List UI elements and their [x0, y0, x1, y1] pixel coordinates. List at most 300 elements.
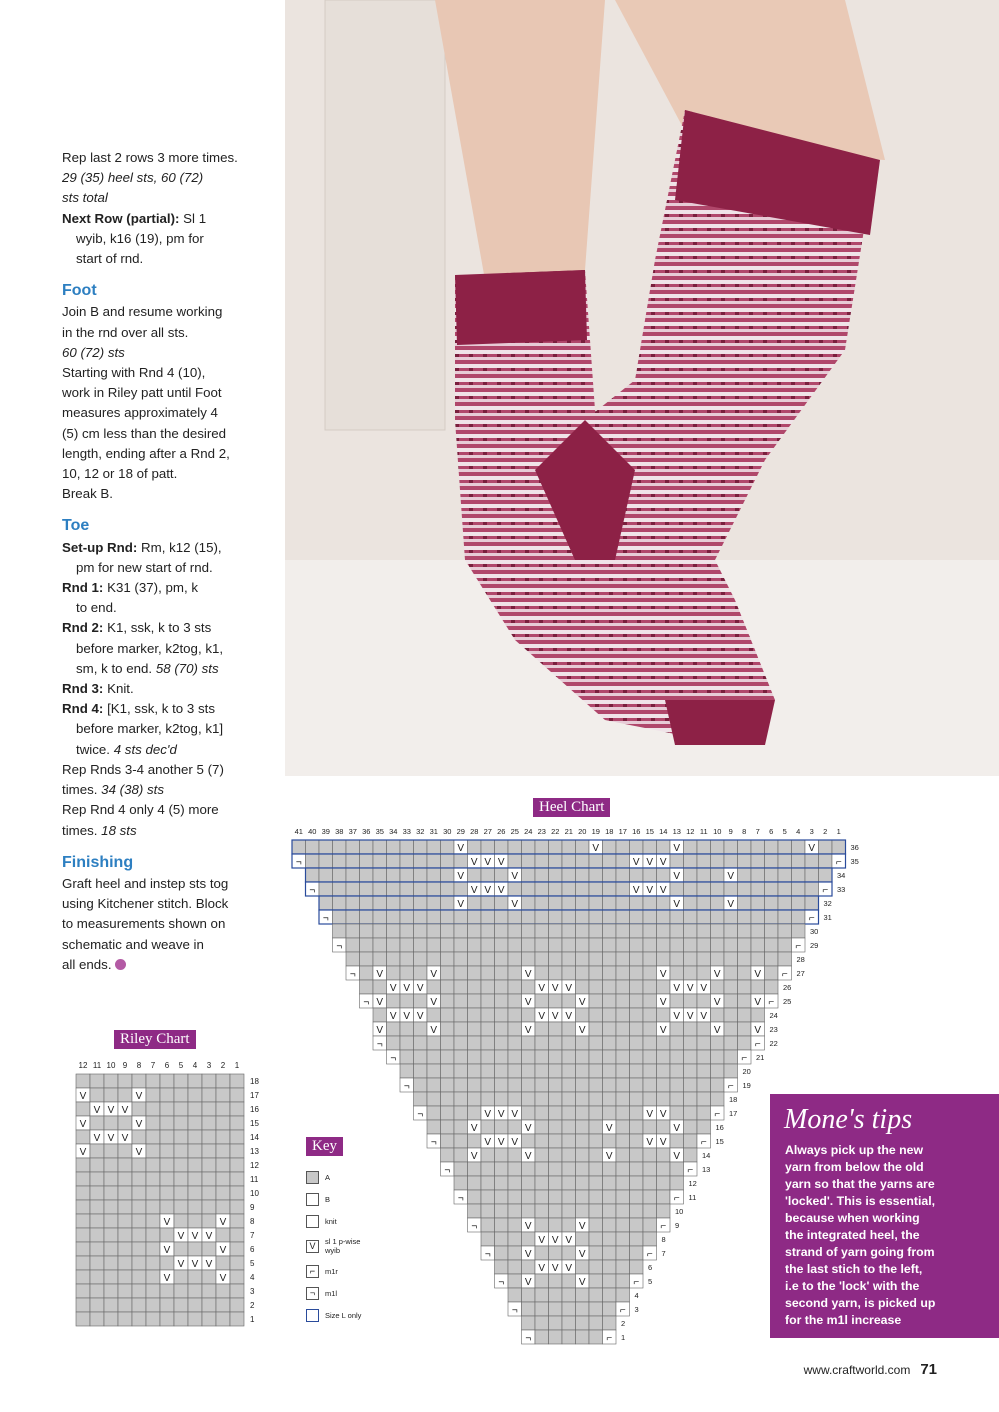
heel-cell: [657, 1148, 671, 1162]
heel-row-label: 18: [729, 1095, 738, 1104]
heel-cell: [549, 1036, 563, 1050]
heel-cell: [616, 1204, 630, 1218]
heel-cell: [751, 840, 765, 854]
riley-cell: [202, 1312, 216, 1326]
heel-cell: [508, 1232, 522, 1246]
riley-cell: [188, 1102, 202, 1116]
heel-row-label: 11: [688, 1193, 697, 1202]
riley-cell: [146, 1298, 160, 1312]
heel-column-label: 10: [713, 827, 722, 836]
heel-cell: [387, 924, 401, 938]
heel-cell: [495, 896, 509, 910]
heel-cell: [792, 924, 806, 938]
heel-cell: [441, 994, 455, 1008]
heel-cell: [643, 840, 657, 854]
slip-stitch-mark: V: [403, 1011, 411, 1022]
slip-stitch-mark: V: [79, 1147, 87, 1158]
heel-cell: [535, 1050, 549, 1064]
riley-cell: [174, 1088, 188, 1102]
chart-key: [306, 1137, 396, 1326]
heel-cell: [630, 966, 644, 980]
riley-row-label: 6: [250, 1245, 255, 1254]
heel-cell: [427, 980, 441, 994]
riley-cell: [132, 1186, 146, 1200]
heel-cell: [657, 938, 671, 952]
heel-cell: [576, 980, 590, 994]
heel-cell: [414, 1050, 428, 1064]
heel-cell: [522, 924, 536, 938]
heel-cell: [333, 896, 347, 910]
heel-cell: [616, 994, 630, 1008]
heel-cell: [535, 938, 549, 952]
heel-cell: [589, 1246, 603, 1260]
heel-cell: [765, 896, 779, 910]
heel-cell: [333, 924, 347, 938]
heel-cell: [738, 1022, 752, 1036]
riley-cell: [76, 1102, 90, 1116]
heel-cell: [454, 1134, 468, 1148]
heel-cell: [630, 1050, 644, 1064]
riley-cell: [230, 1298, 244, 1312]
riley-cell: [174, 1200, 188, 1214]
heel-cell: [468, 1008, 482, 1022]
heel-cell: [306, 840, 320, 854]
heel-cell: [643, 994, 657, 1008]
heel-cell: [495, 994, 509, 1008]
riley-cell: [76, 1130, 90, 1144]
heel-cell: [535, 1330, 549, 1344]
heel-cell: [508, 966, 522, 980]
riley-cell: [76, 1242, 90, 1256]
riley-cell: [230, 1270, 244, 1284]
heel-cell: [549, 1302, 563, 1316]
heel-cell: [805, 854, 819, 868]
heel-cell: [508, 1148, 522, 1162]
heel-cell: [738, 924, 752, 938]
heel-cell: [778, 924, 792, 938]
heel-cell: [535, 1218, 549, 1232]
heel-cell: [468, 1162, 482, 1176]
key-item-a: A: [306, 1166, 396, 1188]
riley-cell: [230, 1186, 244, 1200]
riley-cell: [188, 1158, 202, 1172]
slip-stitch-mark: V: [121, 1105, 129, 1116]
m1l-icon: ¬: [306, 1287, 319, 1300]
heel-cell: [576, 840, 590, 854]
heel-cell: [508, 1120, 522, 1134]
slip-stitch-mark: V: [416, 983, 424, 994]
heel-cell: [616, 1092, 630, 1106]
heel-cell: [535, 1274, 549, 1288]
heel-cell: [724, 966, 738, 980]
heel-cell: [630, 1134, 644, 1148]
heel-cell: [441, 854, 455, 868]
heel-cell: [711, 910, 725, 924]
heel-cell: [468, 1050, 482, 1064]
heel-cell: [360, 980, 374, 994]
m1l-mark: ¬: [417, 1109, 424, 1120]
riley-row-label: 10: [250, 1189, 259, 1198]
heel-cell: [805, 882, 819, 896]
heel-cell: [508, 1078, 522, 1092]
slip-stitch-mark: V: [673, 1123, 681, 1134]
heel-cell: [535, 1176, 549, 1190]
heel-cell: [468, 1092, 482, 1106]
heel-cell: [373, 952, 387, 966]
heel-cell: [522, 1288, 536, 1302]
heel-cell: [616, 840, 630, 854]
heel-cell: [454, 910, 468, 924]
riley-cell: [202, 1172, 216, 1186]
heel-cell: [454, 1106, 468, 1120]
heel-cell: [589, 1316, 603, 1330]
foot-line: 60 (72) sts: [62, 344, 125, 360]
heel-cell: [576, 854, 590, 868]
heel-cell: [616, 938, 630, 952]
heel-cell: [535, 1106, 549, 1120]
heel-cell: [495, 966, 509, 980]
next-row-cont-2: start of rnd.: [76, 251, 144, 267]
heel-cell: [346, 840, 360, 854]
slip-stitch-mark: V: [673, 983, 681, 994]
heel-cell: [522, 1134, 536, 1148]
heel-cell: [684, 994, 698, 1008]
riley-column-label: 11: [92, 1061, 102, 1070]
riley-cell: [132, 1270, 146, 1284]
heel-cell: [495, 1204, 509, 1218]
heel-cell: [630, 1036, 644, 1050]
slip-stitch-mark: V: [632, 885, 640, 896]
heel-cell: [441, 1134, 455, 1148]
heel-cell: [711, 868, 725, 882]
finishing-heading: Finishing: [62, 853, 134, 871]
heel-cell: [468, 1204, 482, 1218]
riley-cell: [76, 1186, 90, 1200]
riley-row-label: 3: [250, 1287, 255, 1296]
heel-cell: [495, 1036, 509, 1050]
heel-cell: [778, 882, 792, 896]
toe-rnd4-cont: before marker, k2tog, k1]: [76, 721, 224, 737]
finishing-line: Graft heel and instep sts tog: [62, 875, 229, 891]
heel-cell: [603, 854, 617, 868]
heel-cell: [616, 868, 630, 882]
riley-cell: [160, 1158, 174, 1172]
heel-cell: [400, 1064, 414, 1078]
heel-cell: [495, 1162, 509, 1176]
heel-cell: [589, 966, 603, 980]
heel-cell: [724, 882, 738, 896]
heel-cell: [792, 882, 806, 896]
heel-cell: [549, 1106, 563, 1120]
heel-cell: [616, 1246, 630, 1260]
riley-cell: [202, 1214, 216, 1228]
finishing-line: to measurements shown on: [62, 916, 226, 932]
riley-cell: [118, 1088, 132, 1102]
heel-cell: [576, 1036, 590, 1050]
heel-cell: [657, 1036, 671, 1050]
riley-cell: [90, 1228, 104, 1242]
tips-line: Always pick up the new: [785, 1143, 924, 1157]
heel-row-label: 35: [850, 857, 859, 866]
heel-cell: [373, 882, 387, 896]
riley-cell: [160, 1312, 174, 1326]
heel-cell: [454, 1148, 468, 1162]
slip-stitch-mark: V: [673, 1011, 681, 1022]
heel-cell: [454, 1022, 468, 1036]
heel-cell: [481, 840, 495, 854]
heel-cell: [630, 1218, 644, 1232]
heel-cell: [562, 1302, 576, 1316]
heel-cell: [522, 896, 536, 910]
slip-stitch-mark: V: [135, 1119, 143, 1130]
m1r-mark: ⌐: [646, 1249, 653, 1260]
heel-cell: [306, 868, 320, 882]
heel-cell: [414, 910, 428, 924]
heel-cell: [616, 1078, 630, 1092]
heel-cell: [522, 980, 536, 994]
foot-line: work in Riley patt until Foot: [62, 385, 222, 401]
heel-cell: [549, 938, 563, 952]
heel-cell: [468, 966, 482, 980]
heel-cell: [630, 910, 644, 924]
heel-cell: [468, 1022, 482, 1036]
heel-cell: [805, 896, 819, 910]
heel-cell: [441, 1092, 455, 1106]
heel-cell: [495, 1260, 509, 1274]
heel-cell: [576, 896, 590, 910]
heel-cell: [657, 1190, 671, 1204]
heel-cell: [738, 938, 752, 952]
slip-stitch-mark: V: [219, 1217, 227, 1228]
slip-stitch-mark: V: [673, 899, 681, 910]
heel-cell: [751, 980, 765, 994]
heel-column-label: 18: [605, 827, 614, 836]
heel-cell: [454, 882, 468, 896]
riley-cell: [188, 1298, 202, 1312]
heel-cell: [616, 1120, 630, 1134]
slip-stitch-mark: V: [484, 857, 492, 868]
heel-cell: [427, 1106, 441, 1120]
slip-stitch-mark: V: [659, 1137, 667, 1148]
riley-cell: [230, 1228, 244, 1242]
heel-cell: [630, 1246, 644, 1260]
heel-cell: [495, 1218, 509, 1232]
heel-cell: [346, 924, 360, 938]
riley-column-label: 1: [234, 1061, 240, 1070]
riley-cell: [202, 1116, 216, 1130]
slip-stitch-mark: V: [565, 983, 573, 994]
heel-cell: [346, 882, 360, 896]
heel-cell: [495, 1148, 509, 1162]
riley-cell: [132, 1200, 146, 1214]
heel-row-label: 16: [715, 1123, 724, 1132]
heel-cell: [616, 980, 630, 994]
heel-cell: [346, 938, 360, 952]
heel-cell: [481, 868, 495, 882]
riley-cell: [216, 1298, 230, 1312]
riley-cell: [146, 1312, 160, 1326]
riley-cell: [160, 1088, 174, 1102]
heel-column-label: 32: [416, 827, 425, 836]
heel-cell: [535, 1246, 549, 1260]
heel-cell: [549, 1162, 563, 1176]
heel-cell: [778, 896, 792, 910]
riley-cell: [76, 1158, 90, 1172]
heel-cell: [697, 924, 711, 938]
heel-cell: [603, 1246, 617, 1260]
heel-cell: [697, 938, 711, 952]
riley-cell: [76, 1256, 90, 1270]
heel-cell: [643, 1078, 657, 1092]
heel-cell: [576, 966, 590, 980]
heel-row-label: 23: [769, 1025, 778, 1034]
heel-cell: [508, 1022, 522, 1036]
heel-cell: [495, 840, 509, 854]
heel-cell: [738, 910, 752, 924]
riley-cell: [202, 1284, 216, 1298]
heel-cell: [319, 840, 333, 854]
riley-cell: [104, 1284, 118, 1298]
key-item-knit: knit: [306, 1210, 396, 1232]
heel-cell: [427, 882, 441, 896]
slip-stitch-mark: V: [524, 1123, 532, 1134]
heel-cell: [724, 910, 738, 924]
heel-cell: [697, 966, 711, 980]
heel-cell: [373, 896, 387, 910]
m1l-mark: ¬: [430, 1137, 437, 1148]
heel-cell: [427, 1036, 441, 1050]
heel-cell: [414, 924, 428, 938]
slip-stitch-mark: V: [713, 969, 721, 980]
heel-cell: [643, 1050, 657, 1064]
heel-cell: [697, 1078, 711, 1092]
heel-cell: [454, 994, 468, 1008]
heel-cell: [603, 1106, 617, 1120]
slip-stitch-mark: V: [376, 969, 384, 980]
heel-cell: [630, 1190, 644, 1204]
foot-line: measures approximately 4: [62, 405, 218, 421]
heel-cell: [522, 938, 536, 952]
heel-cell: [589, 882, 603, 896]
heel-cell: [481, 1232, 495, 1246]
heel-cell: [481, 1022, 495, 1036]
riley-cell: [118, 1200, 132, 1214]
heel-cell: [319, 868, 333, 882]
slip-stitch-mark: V: [565, 1263, 573, 1274]
heel-cell: [360, 952, 374, 966]
heel-cell: [508, 994, 522, 1008]
riley-cell: [216, 1130, 230, 1144]
heel-cell: [657, 896, 671, 910]
slip-stitch-mark: V: [191, 1259, 199, 1270]
riley-cell: [230, 1256, 244, 1270]
slip-stitch-mark: V: [205, 1231, 213, 1242]
key-item-b: B: [306, 1188, 396, 1210]
heel-cell: [562, 1190, 576, 1204]
riley-cell: [230, 1172, 244, 1186]
heel-cell: [589, 1330, 603, 1344]
heel-cell: [711, 980, 725, 994]
heel-cell: [684, 910, 698, 924]
heel-cell: [387, 1036, 401, 1050]
heel-cell: [657, 1050, 671, 1064]
heel-cell: [427, 840, 441, 854]
m1r-mark: ⌐: [660, 1221, 667, 1232]
slip-stitch-mark: V: [578, 997, 586, 1008]
riley-cell: [104, 1116, 118, 1130]
heel-cell: [684, 938, 698, 952]
slip-stitch-mark: V: [524, 997, 532, 1008]
heel-cell: [333, 840, 347, 854]
heel-cell: [495, 1008, 509, 1022]
heel-cell: [400, 924, 414, 938]
toe-setup: Set-up Rnd: Rm, k12 (15),: [62, 539, 222, 555]
heel-cell: [603, 924, 617, 938]
heel-cell: [616, 910, 630, 924]
heel-row-label: 17: [729, 1109, 738, 1118]
toe-rnd1: Rnd 1: K31 (37), pm, k: [62, 580, 198, 596]
heel-cell: [630, 1008, 644, 1022]
m1r-mark: ⌐: [687, 1165, 694, 1176]
heel-cell: [468, 896, 482, 910]
heel-cell: [549, 994, 563, 1008]
heel-cell: [535, 840, 549, 854]
heel-cell: [616, 1036, 630, 1050]
heel-cell: [711, 1092, 725, 1106]
riley-cell: [188, 1130, 202, 1144]
heel-cell: [481, 1064, 495, 1078]
heel-cell: [522, 840, 536, 854]
heel-column-label: 37: [348, 827, 357, 836]
riley-cell: [174, 1116, 188, 1130]
heel-cell: [535, 924, 549, 938]
heel-cell: [751, 938, 765, 952]
heel-column-label: 16: [632, 827, 641, 836]
heel-cell: [441, 1106, 455, 1120]
heel-cell: [670, 854, 684, 868]
slip-stitch-mark: V: [713, 1025, 721, 1036]
riley-cell: [216, 1228, 230, 1242]
slip-stitch-mark: V: [727, 899, 735, 910]
heel-cell: [468, 910, 482, 924]
heel-cell: [576, 1204, 590, 1218]
heel-cell: [387, 938, 401, 952]
footer-url: www.craftworld.com: [803, 1363, 911, 1377]
heel-cell: [373, 840, 387, 854]
riley-cell: [90, 1088, 104, 1102]
riley-cell: [104, 1088, 118, 1102]
riley-cell: [146, 1284, 160, 1298]
slip-stitch-mark: V: [79, 1091, 87, 1102]
heel-cell: [454, 1176, 468, 1190]
heel-cell: [468, 924, 482, 938]
riley-cell: [118, 1074, 132, 1088]
heel-cell: [562, 1050, 576, 1064]
riley-column-label: 3: [206, 1061, 212, 1070]
slip-stitch-mark: V: [673, 871, 681, 882]
riley-cell: [132, 1172, 146, 1186]
heel-cell: [630, 1106, 644, 1120]
heel-cell: [562, 840, 576, 854]
riley-cell: [104, 1144, 118, 1158]
heel-cell: [589, 1050, 603, 1064]
heel-cell: [603, 1064, 617, 1078]
heel-cell: [400, 1036, 414, 1050]
heel-cell: [738, 854, 752, 868]
heel-cell: [576, 1050, 590, 1064]
heel-row-label: 20: [742, 1067, 751, 1076]
m1r-mark: ⌐: [768, 997, 775, 1008]
